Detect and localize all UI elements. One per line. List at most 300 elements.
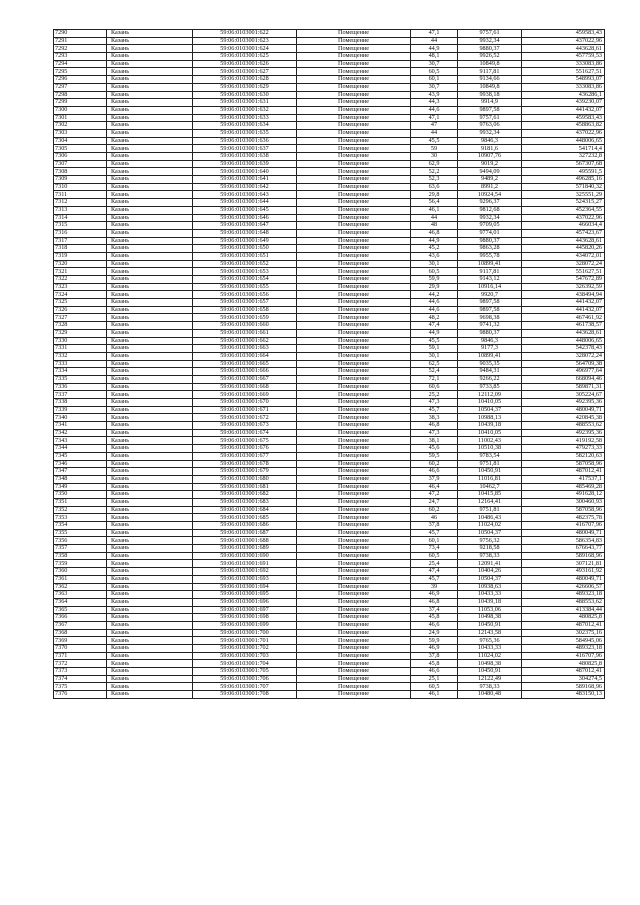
table-row xyxy=(54,522,605,530)
city-cell: Казань xyxy=(107,452,193,460)
area-cell: 44,9 xyxy=(411,329,458,337)
row-number-cell: 7349 xyxy=(54,483,107,491)
row-number-cell: 7341 xyxy=(54,422,107,430)
specific-value-cell: 10439,18 xyxy=(458,598,522,606)
area-cell: 62,5 xyxy=(411,360,458,368)
city-cell: Казань xyxy=(107,621,193,629)
specific-value-cell: 12143,58 xyxy=(458,629,522,637)
cadastral-value-table xyxy=(53,29,605,699)
cadastral-number-cell: 59:06:0103001:668 xyxy=(193,383,297,391)
cadastral-number-cell: 59:06:0103001:669 xyxy=(193,391,297,399)
area-cell: 37,4 xyxy=(411,606,458,614)
object-type-cell: Помещение xyxy=(297,637,411,645)
city-cell: Казань xyxy=(107,30,193,38)
specific-value-cell: 10498,38 xyxy=(458,660,522,668)
area-cell: 46,9 xyxy=(411,591,458,599)
cadastral-value-cell: 441432,07 xyxy=(522,306,605,314)
specific-value-cell: 9880,37 xyxy=(458,329,522,337)
cadastral-number-cell: 59:06:0103001:701 xyxy=(193,637,297,645)
cadastral-number-cell: 59:06:0103001:683 xyxy=(193,498,297,506)
cadastral-value-cell: 417537,1 xyxy=(522,475,605,483)
table-row xyxy=(54,53,605,61)
table-row xyxy=(54,91,605,99)
object-type-cell: Помещение xyxy=(297,522,411,530)
specific-value-cell: 10899,41 xyxy=(458,352,522,360)
specific-value-cell: 10907,76 xyxy=(458,153,522,161)
cadastral-number-cell: 59:06:0103001:706 xyxy=(193,675,297,683)
row-number-cell: 7327 xyxy=(54,314,107,322)
area-cell: 30,1 xyxy=(411,260,458,268)
table-row xyxy=(54,260,605,268)
object-type-cell: Помещение xyxy=(297,437,411,445)
specific-value-cell: 12122,49 xyxy=(458,675,522,683)
row-number-cell: 7313 xyxy=(54,206,107,214)
row-number-cell: 7351 xyxy=(54,498,107,506)
cadastral-value-cell: 300460,93 xyxy=(522,498,605,506)
specific-value-cell: 9134,66 xyxy=(458,76,522,84)
cadastral-number-cell: 59:06:0103001:652 xyxy=(193,260,297,268)
object-type-cell: Помещение xyxy=(297,621,411,629)
specific-value-cell: 9489,2 xyxy=(458,176,522,184)
city-cell: Казань xyxy=(107,268,193,276)
specific-value-cell: 9751,81 xyxy=(458,506,522,514)
cadastral-number-cell: 59:06:0103001:630 xyxy=(193,91,297,99)
object-type-cell: Помещение xyxy=(297,276,411,284)
specific-value-cell: 9177,3 xyxy=(458,345,522,353)
cadastral-value-cell: 489323,18 xyxy=(522,645,605,653)
city-cell: Казань xyxy=(107,245,193,253)
row-number-cell: 7334 xyxy=(54,368,107,376)
specific-value-cell: 9897,58 xyxy=(458,306,522,314)
object-type-cell: Помещение xyxy=(297,483,411,491)
row-number-cell: 7365 xyxy=(54,606,107,614)
cadastral-number-cell: 59:06:0103001:651 xyxy=(193,252,297,260)
area-cell: 45,6 xyxy=(411,445,458,453)
area-cell: 60,6 xyxy=(411,383,458,391)
cadastral-number-cell: 59:06:0103001:665 xyxy=(193,360,297,368)
city-cell: Казань xyxy=(107,222,193,230)
city-cell: Казань xyxy=(107,122,193,130)
specific-value-cell: 10899,41 xyxy=(458,260,522,268)
specific-value-cell: 10924,54 xyxy=(458,191,522,199)
specific-value-cell: 9019,2 xyxy=(458,160,522,168)
table-row xyxy=(54,306,605,314)
row-number-cell: 7300 xyxy=(54,106,107,114)
city-cell: Казань xyxy=(107,591,193,599)
object-type-cell: Помещение xyxy=(297,229,411,237)
cadastral-number-cell: 59:06:0103001:631 xyxy=(193,99,297,107)
table-row xyxy=(54,483,605,491)
area-cell: 45,7 xyxy=(411,575,458,583)
cadastral-number-cell: 59:06:0103001:681 xyxy=(193,483,297,491)
cadastral-value-cell: 488553,62 xyxy=(522,598,605,606)
specific-value-cell: 10450,91 xyxy=(458,621,522,629)
specific-value-cell: 11024,02 xyxy=(458,522,522,530)
row-number-cell: 7292 xyxy=(54,45,107,53)
specific-value-cell: 9218,58 xyxy=(458,545,522,553)
table-row xyxy=(54,637,605,645)
object-type-cell: Помещение xyxy=(297,60,411,68)
cadastral-number-cell: 59:06:0103001:637 xyxy=(193,145,297,153)
table-row xyxy=(54,552,605,560)
cadastral-number-cell: 59:06:0103001:638 xyxy=(193,153,297,161)
row-number-cell: 7352 xyxy=(54,506,107,514)
area-cell: 46,6 xyxy=(411,668,458,676)
table-row xyxy=(54,206,605,214)
object-type-cell: Помещение xyxy=(297,299,411,307)
table-row xyxy=(54,675,605,683)
object-type-cell: Помещение xyxy=(297,629,411,637)
area-cell: 30 xyxy=(411,153,458,161)
area-cell: 38,3 xyxy=(411,414,458,422)
city-cell: Казань xyxy=(107,568,193,576)
area-cell: 46 xyxy=(411,514,458,522)
row-number-cell: 7315 xyxy=(54,222,107,230)
row-number-cell: 7375 xyxy=(54,683,107,691)
object-type-cell: Помещение xyxy=(297,498,411,506)
specific-value-cell: 10504,37 xyxy=(458,575,522,583)
specific-value-cell: 9783,54 xyxy=(458,452,522,460)
cadastral-number-cell: 59:06:0103001:650 xyxy=(193,245,297,253)
table-row xyxy=(54,422,605,430)
specific-value-cell: 10462,7 xyxy=(458,483,522,491)
cadastral-number-cell: 59:06:0103001:648 xyxy=(193,229,297,237)
area-cell: 45,7 xyxy=(411,529,458,537)
row-number-cell: 7319 xyxy=(54,252,107,260)
table-row xyxy=(54,598,605,606)
table-row xyxy=(54,414,605,422)
city-cell: Казань xyxy=(107,514,193,522)
row-number-cell: 7374 xyxy=(54,675,107,683)
city-cell: Казань xyxy=(107,129,193,137)
area-cell: 37,8 xyxy=(411,522,458,530)
object-type-cell: Помещение xyxy=(297,691,411,699)
row-number-cell: 7363 xyxy=(54,591,107,599)
specific-value-cell: 9181,6 xyxy=(458,145,522,153)
area-cell: 52,4 xyxy=(411,368,458,376)
cadastral-value-cell: 445820,26 xyxy=(522,245,605,253)
cadastral-number-cell: 59:06:0103001:656 xyxy=(193,291,297,299)
object-type-cell: Помещение xyxy=(297,183,411,191)
city-cell: Казань xyxy=(107,437,193,445)
object-type-cell: Помещение xyxy=(297,137,411,145)
table-row xyxy=(54,37,605,45)
table-row xyxy=(54,337,605,345)
table-row xyxy=(54,506,605,514)
row-number-cell: 7316 xyxy=(54,229,107,237)
cadastral-value-cell: 461738,57 xyxy=(522,322,605,330)
cadastral-value-cell: 487012,41 xyxy=(522,468,605,476)
city-cell: Казань xyxy=(107,306,193,314)
table-row xyxy=(54,375,605,383)
area-cell: 47,4 xyxy=(411,568,458,576)
area-cell: 52,2 xyxy=(411,168,458,176)
table-row xyxy=(54,60,605,68)
city-cell: Казань xyxy=(107,183,193,191)
table-row xyxy=(54,30,605,38)
cadastral-value-cell: 524315,27 xyxy=(522,199,605,207)
row-number-cell: 7353 xyxy=(54,514,107,522)
specific-value-cell: 10433,33 xyxy=(458,645,522,653)
area-cell: 60,2 xyxy=(411,460,458,468)
area-cell: 60,5 xyxy=(411,68,458,76)
city-cell: Казань xyxy=(107,168,193,176)
row-number-cell: 7340 xyxy=(54,414,107,422)
object-type-cell: Помещение xyxy=(297,460,411,468)
city-cell: Казань xyxy=(107,160,193,168)
cadastral-number-cell: 59:06:0103001:671 xyxy=(193,406,297,414)
cadastral-value-cell: 493161,92 xyxy=(522,568,605,576)
cadastral-value-cell: 416707,96 xyxy=(522,522,605,530)
area-cell: 45,8 xyxy=(411,614,458,622)
table-row xyxy=(54,314,605,322)
city-cell: Казань xyxy=(107,583,193,591)
object-type-cell: Помещение xyxy=(297,53,411,61)
object-type-cell: Помещение xyxy=(297,283,411,291)
table-row xyxy=(54,360,605,368)
city-cell: Казань xyxy=(107,206,193,214)
table-row xyxy=(54,452,605,460)
city-cell: Казань xyxy=(107,391,193,399)
specific-value-cell: 12112,09 xyxy=(458,391,522,399)
row-number-cell: 7321 xyxy=(54,268,107,276)
specific-value-cell: 9143,12 xyxy=(458,276,522,284)
row-number-cell: 7318 xyxy=(54,245,107,253)
table-row xyxy=(54,621,605,629)
city-cell: Казань xyxy=(107,114,193,122)
city-cell: Казань xyxy=(107,252,193,260)
row-number-cell: 7331 xyxy=(54,345,107,353)
cadastral-number-cell: 59:06:0103001:662 xyxy=(193,337,297,345)
area-cell: 59,1 xyxy=(411,345,458,353)
row-number-cell: 7293 xyxy=(54,53,107,61)
specific-value-cell: 12091,41 xyxy=(458,560,522,568)
cadastral-value-cell: 448006,65 xyxy=(522,337,605,345)
object-type-cell: Помещение xyxy=(297,160,411,168)
cadastral-value-cell: 582120,63 xyxy=(522,452,605,460)
specific-value-cell: 12164,41 xyxy=(458,498,522,506)
cadastral-number-cell: 59:06:0103001:684 xyxy=(193,506,297,514)
area-cell: 39 xyxy=(411,583,458,591)
city-cell: Казань xyxy=(107,629,193,637)
specific-value-cell: 10849,8 xyxy=(458,83,522,91)
object-type-cell: Помещение xyxy=(297,391,411,399)
table-row xyxy=(54,245,605,253)
area-cell: 59,9 xyxy=(411,276,458,284)
area-cell: 25,1 xyxy=(411,675,458,683)
row-number-cell: 7296 xyxy=(54,76,107,84)
city-cell: Казань xyxy=(107,283,193,291)
object-type-cell: Помещение xyxy=(297,452,411,460)
specific-value-cell: 9846,3 xyxy=(458,337,522,345)
city-cell: Казань xyxy=(107,360,193,368)
object-type-cell: Помещение xyxy=(297,30,411,38)
row-number-cell: 7373 xyxy=(54,668,107,676)
table-row xyxy=(54,645,605,653)
specific-value-cell: 10849,8 xyxy=(458,60,522,68)
table-row xyxy=(54,460,605,468)
city-cell: Казань xyxy=(107,498,193,506)
row-number-cell: 7368 xyxy=(54,629,107,637)
cadastral-value-cell: 488553,62 xyxy=(522,422,605,430)
object-type-cell: Помещение xyxy=(297,414,411,422)
cadastral-value-cell: 302375,16 xyxy=(522,629,605,637)
cadastral-number-cell: 59:06:0103001:677 xyxy=(193,452,297,460)
specific-value-cell: 9932,34 xyxy=(458,37,522,45)
city-cell: Казань xyxy=(107,37,193,45)
cadastral-number-cell: 59:06:0103001:688 xyxy=(193,537,297,545)
row-number-cell: 7305 xyxy=(54,145,107,153)
cadastral-value-cell: 586354,83 xyxy=(522,537,605,545)
row-number-cell: 7329 xyxy=(54,329,107,337)
city-cell: Казань xyxy=(107,199,193,207)
row-number-cell: 7328 xyxy=(54,322,107,330)
object-type-cell: Помещение xyxy=(297,245,411,253)
row-number-cell: 7323 xyxy=(54,283,107,291)
row-number-cell: 7290 xyxy=(54,30,107,38)
specific-value-cell: 9756,32 xyxy=(458,537,522,545)
row-number-cell: 7302 xyxy=(54,122,107,130)
row-number-cell: 7372 xyxy=(54,660,107,668)
object-type-cell: Помещение xyxy=(297,83,411,91)
city-cell: Казань xyxy=(107,83,193,91)
cadastral-value-cell: 328072,24 xyxy=(522,352,605,360)
cadastral-value-cell: 548993,07 xyxy=(522,76,605,84)
cadastral-value-cell: 419192,58 xyxy=(522,437,605,445)
cadastral-value-cell: 589168,96 xyxy=(522,552,605,560)
specific-value-cell: 10439,18 xyxy=(458,422,522,430)
area-cell: 48,1 xyxy=(411,53,458,61)
specific-value-cell: 9926,52 xyxy=(458,53,522,61)
cadastral-value-cell: 487012,41 xyxy=(522,621,605,629)
cadastral-number-cell: 59:06:0103001:702 xyxy=(193,645,297,653)
city-cell: Казань xyxy=(107,345,193,353)
cadastral-number-cell: 59:06:0103001:653 xyxy=(193,268,297,276)
row-number-cell: 7333 xyxy=(54,360,107,368)
row-number-cell: 7297 xyxy=(54,83,107,91)
area-cell: 46,1 xyxy=(411,206,458,214)
cadastral-value-cell: 457423,67 xyxy=(522,229,605,237)
area-cell: 44,6 xyxy=(411,106,458,114)
area-cell: 60,1 xyxy=(411,76,458,84)
row-number-cell: 7295 xyxy=(54,68,107,76)
cadastral-number-cell: 59:06:0103001:639 xyxy=(193,160,297,168)
row-number-cell: 7311 xyxy=(54,191,107,199)
table-body xyxy=(54,30,605,699)
cadastral-value-cell: 437022,96 xyxy=(522,37,605,45)
object-type-cell: Помещение xyxy=(297,406,411,414)
table-row xyxy=(54,76,605,84)
object-type-cell: Помещение xyxy=(297,568,411,576)
city-cell: Казань xyxy=(107,652,193,660)
cadastral-value-cell: 441432,07 xyxy=(522,299,605,307)
row-number-cell: 7370 xyxy=(54,645,107,653)
specific-value-cell: 9266,22 xyxy=(458,375,522,383)
table-row xyxy=(54,568,605,576)
specific-value-cell: 9738,33 xyxy=(458,683,522,691)
area-cell: 60,5 xyxy=(411,683,458,691)
city-cell: Казань xyxy=(107,637,193,645)
city-cell: Казань xyxy=(107,545,193,553)
table-row xyxy=(54,183,605,191)
row-number-cell: 7348 xyxy=(54,475,107,483)
specific-value-cell: 10404,26 xyxy=(458,568,522,576)
object-type-cell: Помещение xyxy=(297,145,411,153)
cadastral-value-cell: 307121,81 xyxy=(522,560,605,568)
table-row xyxy=(54,114,605,122)
specific-value-cell: 9897,58 xyxy=(458,106,522,114)
table-row xyxy=(54,529,605,537)
cadastral-value-cell: 541714,4 xyxy=(522,145,605,153)
cadastral-number-cell: 59:06:0103001:694 xyxy=(193,583,297,591)
cadastral-number-cell: 59:06:0103001:697 xyxy=(193,606,297,614)
table-row xyxy=(54,45,605,53)
row-number-cell: 7294 xyxy=(54,60,107,68)
table-row xyxy=(54,368,605,376)
cadastral-value-cell: 439230,07 xyxy=(522,99,605,107)
row-number-cell: 7338 xyxy=(54,399,107,407)
object-type-cell: Помещение xyxy=(297,129,411,137)
object-type-cell: Помещение xyxy=(297,199,411,207)
object-type-cell: Помещение xyxy=(297,645,411,653)
cadastral-value-cell: 304274,5 xyxy=(522,675,605,683)
row-number-cell: 7342 xyxy=(54,429,107,437)
city-cell: Казань xyxy=(107,429,193,437)
table-row xyxy=(54,322,605,330)
table-row xyxy=(54,660,605,668)
table-row xyxy=(54,491,605,499)
table-row xyxy=(54,199,605,207)
cadastral-value-cell: 567307,68 xyxy=(522,160,605,168)
cadastral-number-cell: 59:06:0103001:644 xyxy=(193,199,297,207)
specific-value-cell: 9774,01 xyxy=(458,229,522,237)
city-cell: Казань xyxy=(107,91,193,99)
row-number-cell: 7322 xyxy=(54,276,107,284)
row-number-cell: 7344 xyxy=(54,445,107,453)
cadastral-number-cell: 59:06:0103001:696 xyxy=(193,598,297,606)
cadastral-value-cell: 436286,1 xyxy=(522,91,605,99)
row-number-cell: 7339 xyxy=(54,406,107,414)
area-cell: 45,5 xyxy=(411,337,458,345)
area-cell: 47,3 xyxy=(411,429,458,437)
row-number-cell: 7324 xyxy=(54,291,107,299)
specific-value-cell: 11002,43 xyxy=(458,437,522,445)
table-row xyxy=(54,683,605,691)
object-type-cell: Помещение xyxy=(297,606,411,614)
row-number-cell: 7371 xyxy=(54,652,107,660)
cadastral-value-cell: 676643,77 xyxy=(522,545,605,553)
object-type-cell: Помещение xyxy=(297,329,411,337)
row-number-cell: 7376 xyxy=(54,691,107,699)
object-type-cell: Помещение xyxy=(297,76,411,84)
specific-value-cell: 9751,81 xyxy=(458,460,522,468)
table-row xyxy=(54,668,605,676)
object-type-cell: Помещение xyxy=(297,191,411,199)
table-row xyxy=(54,268,605,276)
table-row xyxy=(54,629,605,637)
area-cell: 63,6 xyxy=(411,183,458,191)
city-cell: Казань xyxy=(107,176,193,184)
object-type-cell: Помещение xyxy=(297,445,411,453)
object-type-cell: Помещение xyxy=(297,314,411,322)
city-cell: Казань xyxy=(107,414,193,422)
specific-value-cell: 10938,63 xyxy=(458,583,522,591)
area-cell: 59,9 xyxy=(411,637,458,645)
area-cell: 60,1 xyxy=(411,537,458,545)
cadastral-number-cell: 59:06:0103001:633 xyxy=(193,114,297,122)
city-cell: Казань xyxy=(107,53,193,61)
table-row xyxy=(54,691,605,699)
